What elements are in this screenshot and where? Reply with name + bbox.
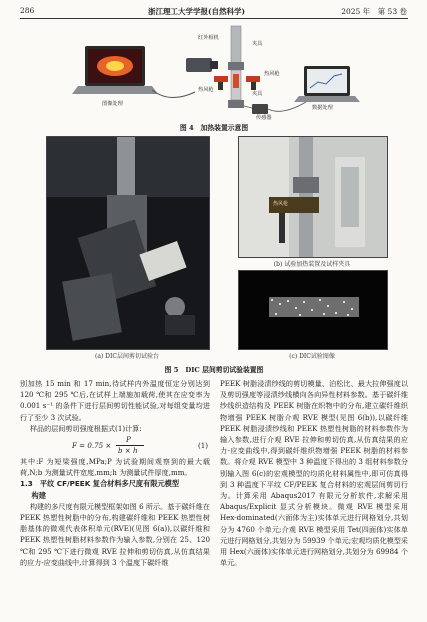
photo-heating-fixture [238,136,388,258]
left-paragraph-3: 其中:F 为短梁强度,MPa;P 为试验期间观察到的最大载荷,N;b 为测量试件宽度,mm;h 为测量试件厚度,mm。 [20,457,210,478]
photo-dic-test-bench [46,136,210,350]
label-sensor: 传感器 [256,115,272,121]
equation-denominator: b × h [118,446,138,456]
left-paragraph-4: 构建的多尺度有限元模型框架如图 6 所示。基于碳纤维在 PEEK 热塑性树脂中的分布,构建碳纤维和 PEEK 热塑性树脂基体的微观代表体积单元(RVE)(见图 6(a)),以碳纤维和 PEEK 热塑性树脂材料参数作为输入参数,分别在 25、120 ℃和 295 ℃下进行微观 RVE 拉伸和剪切仿真,从仿真结果的应力-应变曲线中,计算得到 3 个温度下碳纤维 [20,501,210,567]
inset-heat-gun-label: 热风枪 [273,201,289,207]
figure-5-caption: 图 5 DIC 层间剪切试验装置图 [164,366,264,374]
figure-4-caption: 图 4 加热装置示意图 [179,124,249,132]
label-fixture-bottom: 夹具 [252,91,263,97]
label-image-processing: 图像处理 [102,101,123,107]
section-title-cont: 构建 [31,490,46,500]
left-paragraph-2: 样品的层间剪切强度根据式(1)计算: [29,423,142,433]
heat-gun-right-icon [246,76,260,90]
sub-caption-c: (c) DIC试验图像 [289,353,335,360]
laptop-right-icon [294,66,360,102]
journal-title: 浙江理工大学学报(自然科学) [148,7,246,16]
right-column [220,378,408,568]
figure-4 [20,24,408,120]
equation-lhs: F = 0.75 × [72,441,112,451]
header-rule [20,18,408,19]
equation-numerator: P [126,435,131,445]
sub-caption-a: (a) DIC层间剪切试验台 [95,353,159,360]
equation-1 [20,434,210,456]
section-title: 1.3 平纹 CF/PEEK 复合材料多尺度有限元模型 [20,479,180,489]
label-fixture-top: 夹具 [252,41,263,47]
left-column [20,378,210,568]
left-paragraph-1: 别加热 15 min 和 17 min,待试样内外温度恒定分别达到 120 ℃和 295 ℃后,在试样上端施加载荷,使其在应变率为 0.001 s⁻¹ 的条件下进行层间剪切性能试验,对每组变量均进行了至少 3 次试验。 [20,379,210,422]
fixture-column-icon [228,26,244,108]
equation-number: (1) [197,441,208,451]
page-number: 286 [20,6,35,15]
sensor-icon [244,102,306,114]
laptop-left-icon [72,46,158,94]
label-data-processing: 数据处理 [312,105,333,111]
label-ir-camera: 红外相机 [198,35,219,41]
ir-camera-icon [186,58,218,72]
sub-caption-b: (b) 试验加热装置及试样夹具 [273,261,351,268]
volume-info: 2025 年 第 53 卷 [341,7,407,16]
right-paragraph-1: PEEK 树脂浸渍纱线的剪切模量、泊松比、最大拉伸强度以及剪切强度等浸渍纱线横向各向异性材料参数。基于碳纤维纱线织造结构及 PEEK 树脂在织物中的分布,建立碳纤维织物增强 PEEK 树脂介观 RVE 模型(见图 6(b)),以碳纤维 PEEK 树脂浸渍纱线和 PEEK 热塑性树脂的材料参数作为输入参数,进行介观 RVE 拉伸和剪切仿真,从仿真结果的应力-应变曲线中,得到碳纤维织物增强 PEEK 树脂的材料参数。将介观 RVE 模型中 3 种温度下得出的 3 组材料参数分别输入图 6(c)的宏观模型的均质化材料属性中,即可仿真得到 3 种温度下平纹 CF/PEEK 复合材料的宏观层间剪切行为。计算采用 Abaqus2017 有限元分析软件,求解采用 Abaqus/Explicit 显式分析模块。微观 RVE 模型采用 Hex-dominated(六面体为主)实体单元进行网格划分,共划分为 4760 个单元;介观 RVE 模型采用 Tet(四面体)实体单元进行网格划分,共划分为 59939 个单元;宏观均质化模型采用 Hex(六面体)实体单元进行网格划分,共划分为 69984 个单元。 [220,379,408,568]
label-heat-gun-left: 热风枪 [198,87,214,93]
heat-gun-left-icon [214,76,228,90]
label-heat-gun-right: 热风枪 [264,71,280,77]
photo-dic-image [238,270,388,350]
